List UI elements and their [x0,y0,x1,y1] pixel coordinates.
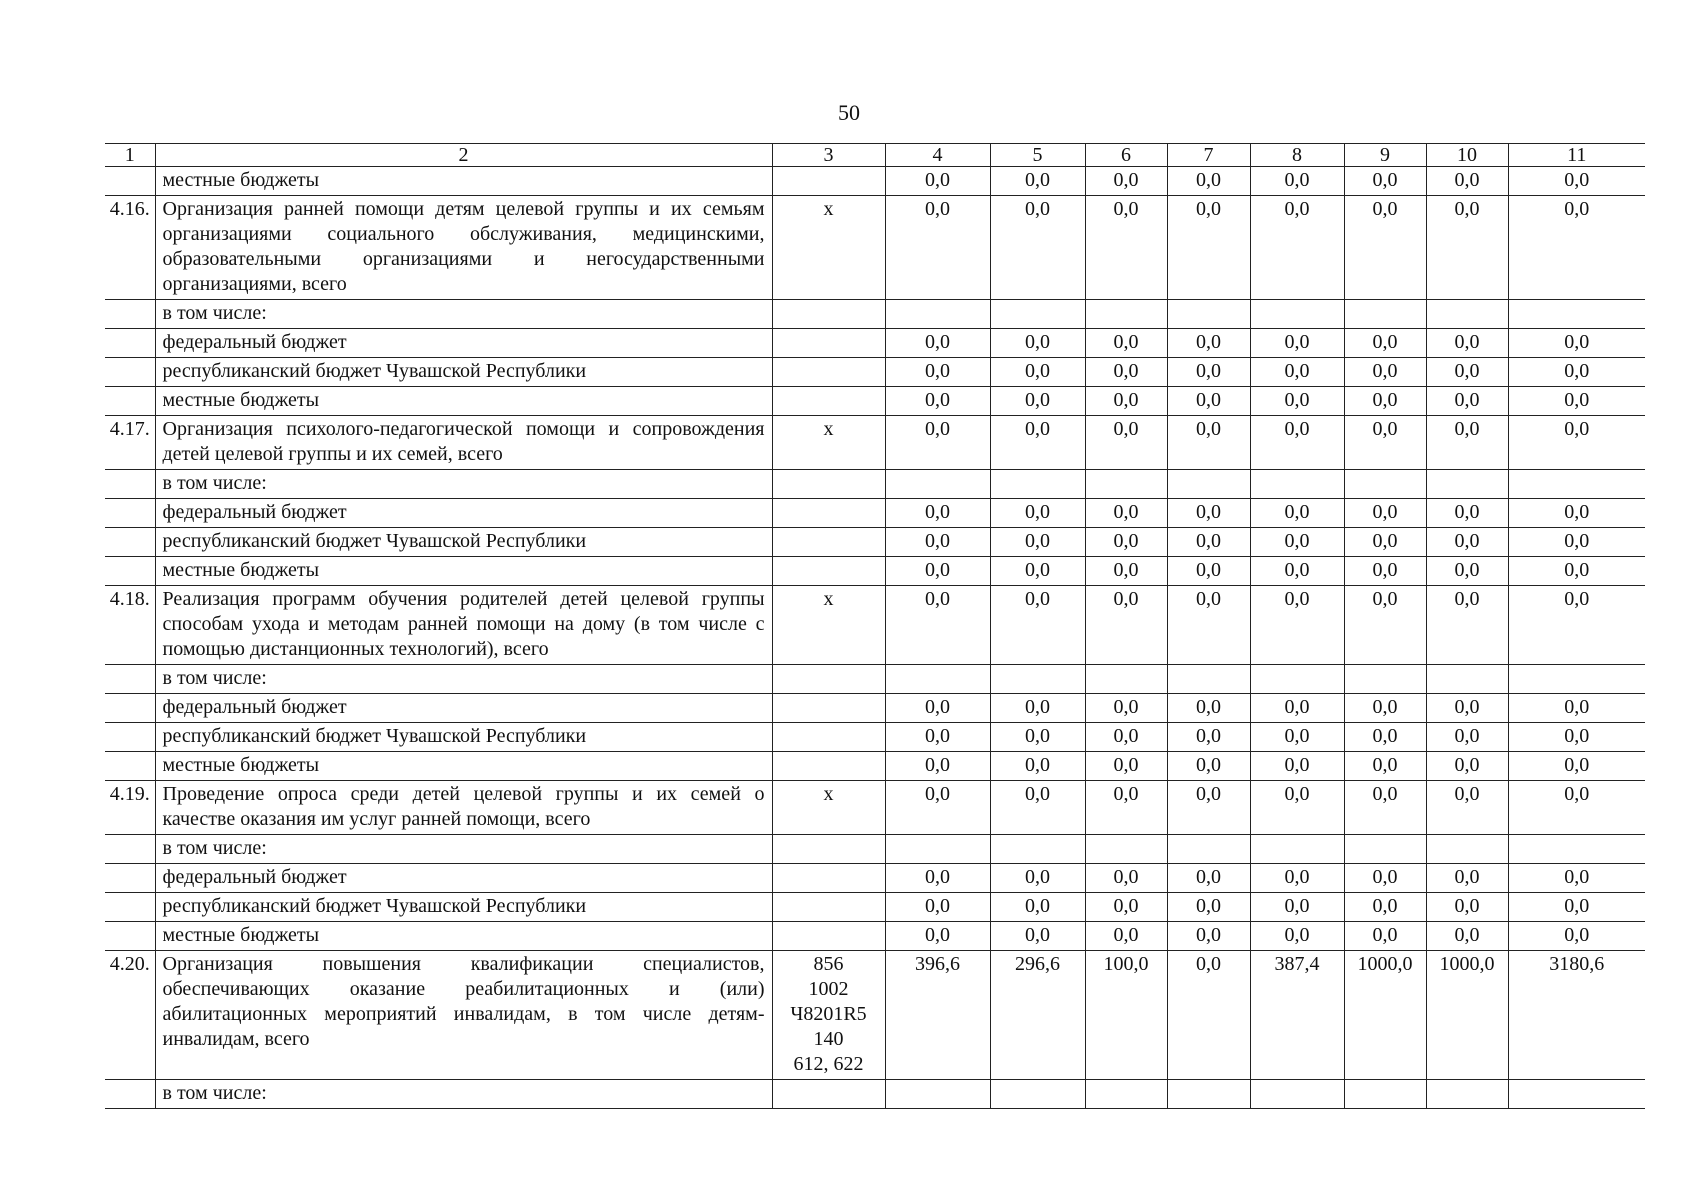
column-header: 7 [1167,144,1250,167]
value-cell-col-9: 0,0 [1344,167,1426,196]
value-cell-col-7 [1167,665,1250,694]
value-cell-col-5 [990,665,1085,694]
value-cell-col-11: 0,0 [1508,196,1645,300]
budget-code [772,752,885,781]
value-cell-col-11 [1508,835,1645,864]
value-cell-col-10: 0,0 [1426,922,1508,951]
row-description: федеральный бюджет [155,499,772,528]
budget-code-line: Ч8201R5 [790,1003,867,1025]
budget-code [772,694,885,723]
value-cell-col-9 [1344,835,1426,864]
column-header: 1 [105,144,155,167]
value-cell-col-5: 0,0 [990,387,1085,416]
value-cell-col-6: 0,0 [1085,528,1167,557]
table-body [105,167,1645,1109]
value-cell-col-7: 0,0 [1167,723,1250,752]
value-cell-col-9 [1344,470,1426,499]
value-cell-col-10: 0,0 [1426,781,1508,835]
value-cell-col-5: 0,0 [990,499,1085,528]
value-cell-col-4: 0,0 [885,528,990,557]
row-number [105,922,155,951]
row-description: федеральный бюджет [155,329,772,358]
budget-code [772,300,885,329]
table-row [105,300,1645,329]
value-cell-col-8: 0,0 [1250,586,1344,665]
value-cell-col-5: 0,0 [990,528,1085,557]
value-cell-col-9: 0,0 [1344,358,1426,387]
value-cell-col-5: 0,0 [990,864,1085,893]
value-cell-col-4: 0,0 [885,557,990,586]
table-row [105,893,1645,922]
value-cell-col-7: 0,0 [1167,387,1250,416]
value-cell-col-9: 0,0 [1344,196,1426,300]
value-cell-col-7: 0,0 [1167,167,1250,196]
row-number [105,893,155,922]
value-cell-col-6: 0,0 [1085,781,1167,835]
value-cell-col-9: 0,0 [1344,416,1426,470]
row-description: республиканский бюджет Чувашской Республики [155,723,772,752]
table-row [105,586,1645,665]
value-cell-col-11: 0,0 [1508,167,1645,196]
row-description: Организация повышения квалификации специалистов, обеспечивающих оказание реабилитационных и (или) абилитационных мероприятий инвалидам, в том числе детям-инвалидам, всего [155,951,772,1080]
value-cell-col-11 [1508,300,1645,329]
budget-code [772,358,885,387]
value-cell-col-7 [1167,835,1250,864]
value-cell-col-10: 0,0 [1426,694,1508,723]
budget-code [772,329,885,358]
column-header: 4 [885,144,990,167]
table-row [105,752,1645,781]
value-cell-col-6: 0,0 [1085,752,1167,781]
budget-code [772,470,885,499]
value-cell-col-6: 0,0 [1085,387,1167,416]
value-cell-col-10 [1426,1080,1508,1109]
row-description: местные бюджеты [155,752,772,781]
value-cell-col-4: 0,0 [885,387,990,416]
value-cell-col-4: 0,0 [885,752,990,781]
value-cell-col-9: 0,0 [1344,864,1426,893]
value-cell-col-11: 0,0 [1508,416,1645,470]
row-number [105,694,155,723]
budget-code [772,1080,885,1109]
value-cell-col-4: 0,0 [885,358,990,387]
value-cell-col-9: 0,0 [1344,752,1426,781]
column-number-header [105,144,1645,167]
value-cell-col-6: 0,0 [1085,557,1167,586]
value-cell-col-4 [885,470,990,499]
table-row [105,470,1645,499]
row-number [105,300,155,329]
value-cell-col-8 [1250,665,1344,694]
value-cell-col-11 [1508,1080,1645,1109]
value-cell-col-10: 0,0 [1426,752,1508,781]
table-row [105,416,1645,470]
budget-code: х [772,781,885,835]
value-cell-col-11 [1508,470,1645,499]
value-cell-col-6 [1085,1080,1167,1109]
value-cell-col-6: 0,0 [1085,196,1167,300]
value-cell-col-5: 0,0 [990,893,1085,922]
value-cell-col-5: 296,6 [990,951,1085,1080]
value-cell-col-4: 0,0 [885,893,990,922]
value-cell-col-5: 0,0 [990,329,1085,358]
value-cell-col-9 [1344,665,1426,694]
value-cell-col-7: 0,0 [1167,528,1250,557]
value-cell-col-4 [885,835,990,864]
table-row [105,665,1645,694]
value-cell-col-9: 0,0 [1344,781,1426,835]
value-cell-col-6 [1085,835,1167,864]
value-cell-col-4: 0,0 [885,694,990,723]
row-number [105,329,155,358]
value-cell-col-8: 0,0 [1250,557,1344,586]
row-number [105,723,155,752]
row-number: 4.18. [105,586,155,665]
value-cell-col-8: 0,0 [1250,723,1344,752]
budget-code: х [772,416,885,470]
table-row [105,835,1645,864]
value-cell-col-11: 0,0 [1508,752,1645,781]
budget-code: х [772,586,885,665]
value-cell-col-11: 0,0 [1508,864,1645,893]
value-cell-col-8: 0,0 [1250,167,1344,196]
row-number: 4.20. [105,951,155,1080]
value-cell-col-5: 0,0 [990,416,1085,470]
value-cell-col-6: 0,0 [1085,864,1167,893]
value-cell-col-10: 0,0 [1426,329,1508,358]
value-cell-col-8: 0,0 [1250,387,1344,416]
value-cell-col-5: 0,0 [990,723,1085,752]
value-cell-col-6 [1085,470,1167,499]
value-cell-col-7: 0,0 [1167,196,1250,300]
value-cell-col-4: 0,0 [885,922,990,951]
value-cell-col-11: 0,0 [1508,723,1645,752]
table-row [105,528,1645,557]
row-description: республиканский бюджет Чувашской Республики [155,358,772,387]
value-cell-col-8: 0,0 [1250,528,1344,557]
value-cell-col-5: 0,0 [990,752,1085,781]
row-description: Организация ранней помощи детям целевой группы и их семьям организациями социального обслуживания, медицинскими, образовательными организациями и негосударственными организациями, всего [155,196,772,300]
value-cell-col-10 [1426,470,1508,499]
value-cell-col-7: 0,0 [1167,557,1250,586]
row-number [105,864,155,893]
row-description: местные бюджеты [155,167,772,196]
value-cell-col-10: 0,0 [1426,416,1508,470]
row-description: Организация психолого-педагогической помощи и сопровождения детей целевой группы и их семей, всего [155,416,772,470]
value-cell-col-8: 0,0 [1250,694,1344,723]
value-cell-col-11: 0,0 [1508,329,1645,358]
value-cell-col-4: 0,0 [885,499,990,528]
budget-code-line: 612, 622 [793,1053,864,1075]
budget-code [772,665,885,694]
value-cell-col-4: 0,0 [885,329,990,358]
value-cell-col-8: 0,0 [1250,196,1344,300]
budget-code [772,387,885,416]
column-header: 9 [1344,144,1426,167]
budget-code [772,528,885,557]
value-cell-col-8: 387,4 [1250,951,1344,1080]
value-cell-col-8: 0,0 [1250,781,1344,835]
value-cell-col-11: 0,0 [1508,528,1645,557]
value-cell-col-8 [1250,835,1344,864]
column-header: 10 [1426,144,1508,167]
value-cell-col-6: 0,0 [1085,586,1167,665]
value-cell-col-11: 0,0 [1508,586,1645,665]
table-row [105,922,1645,951]
row-number: 4.19. [105,781,155,835]
value-cell-col-8: 0,0 [1250,893,1344,922]
row-number [105,528,155,557]
value-cell-col-6: 100,0 [1085,951,1167,1080]
column-header: 11 [1508,144,1645,167]
row-description: местные бюджеты [155,922,772,951]
value-cell-col-8 [1250,1080,1344,1109]
value-cell-col-6: 0,0 [1085,893,1167,922]
value-cell-col-11: 0,0 [1508,922,1645,951]
value-cell-col-6: 0,0 [1085,922,1167,951]
row-number [105,387,155,416]
budget-code [772,951,885,1080]
value-cell-col-7: 0,0 [1167,893,1250,922]
value-cell-col-6: 0,0 [1085,723,1167,752]
value-cell-col-5: 0,0 [990,167,1085,196]
value-cell-col-9: 0,0 [1344,387,1426,416]
table-row [105,196,1645,300]
row-number [105,358,155,387]
table-row [105,557,1645,586]
table-row [105,387,1645,416]
value-cell-col-4: 396,6 [885,951,990,1080]
value-cell-col-9: 0,0 [1344,557,1426,586]
column-header: 6 [1085,144,1167,167]
value-cell-col-5: 0,0 [990,781,1085,835]
value-cell-col-9: 0,0 [1344,329,1426,358]
table-row [105,1080,1645,1109]
row-number [105,557,155,586]
value-cell-col-8: 0,0 [1250,752,1344,781]
value-cell-col-10: 0,0 [1426,167,1508,196]
value-cell-col-10: 0,0 [1426,528,1508,557]
value-cell-col-10: 0,0 [1426,196,1508,300]
row-number: 4.17. [105,416,155,470]
value-cell-col-5: 0,0 [990,358,1085,387]
value-cell-col-7: 0,0 [1167,586,1250,665]
budget-code [772,167,885,196]
row-description: в том числе: [155,470,772,499]
value-cell-col-6: 0,0 [1085,416,1167,470]
value-cell-col-7 [1167,470,1250,499]
value-cell-col-6 [1085,665,1167,694]
budget-code [772,864,885,893]
column-header: 2 [155,144,772,167]
row-number: 4.16. [105,196,155,300]
value-cell-col-7: 0,0 [1167,499,1250,528]
value-cell-col-9 [1344,300,1426,329]
value-cell-col-9: 0,0 [1344,586,1426,665]
budget-code-line: 140 [813,1028,844,1050]
value-cell-col-8: 0,0 [1250,864,1344,893]
table-row [105,864,1645,893]
value-cell-col-5 [990,1080,1085,1109]
row-number [105,752,155,781]
value-cell-col-10: 0,0 [1426,358,1508,387]
value-cell-col-6: 0,0 [1085,329,1167,358]
value-cell-col-8: 0,0 [1250,416,1344,470]
value-cell-col-11: 0,0 [1508,893,1645,922]
value-cell-col-10: 0,0 [1426,723,1508,752]
value-cell-col-6 [1085,300,1167,329]
value-cell-col-7: 0,0 [1167,694,1250,723]
table-row [105,951,1645,1080]
value-cell-col-4: 0,0 [885,781,990,835]
row-description: в том числе: [155,835,772,864]
value-cell-col-5 [990,835,1085,864]
value-cell-col-7 [1167,1080,1250,1109]
value-cell-col-9: 0,0 [1344,723,1426,752]
row-description: федеральный бюджет [155,694,772,723]
table-row [105,499,1645,528]
budget-code [772,893,885,922]
budget-table [105,143,1645,1109]
row-number [105,470,155,499]
row-description: в том числе: [155,300,772,329]
value-cell-col-9: 0,0 [1344,694,1426,723]
value-cell-col-7: 0,0 [1167,752,1250,781]
value-cell-col-9 [1344,1080,1426,1109]
row-description: Реализация программ обучения родителей детей целевой группы способам ухода и методам ранней помощи на дому (в том числе с помощью дистанционных технологий), всего [155,586,772,665]
page-number: 50 [838,100,860,125]
value-cell-col-5: 0,0 [990,922,1085,951]
row-number [105,835,155,864]
table-row [105,167,1645,196]
value-cell-col-10 [1426,665,1508,694]
value-cell-col-7: 0,0 [1167,416,1250,470]
value-cell-col-7: 0,0 [1167,781,1250,835]
value-cell-col-6: 0,0 [1085,358,1167,387]
value-cell-col-7: 0,0 [1167,864,1250,893]
row-description: в том числе: [155,665,772,694]
value-cell-col-11: 0,0 [1508,387,1645,416]
value-cell-col-4: 0,0 [885,196,990,300]
value-cell-col-8: 0,0 [1250,922,1344,951]
row-number [105,167,155,196]
value-cell-col-5: 0,0 [990,694,1085,723]
value-cell-col-11: 0,0 [1508,358,1645,387]
value-cell-col-4: 0,0 [885,167,990,196]
table-row [105,694,1645,723]
column-header: 3 [772,144,885,167]
value-cell-col-8: 0,0 [1250,329,1344,358]
value-cell-col-11: 0,0 [1508,557,1645,586]
value-cell-col-11: 0,0 [1508,781,1645,835]
budget-code [772,723,885,752]
row-number [105,665,155,694]
value-cell-col-6: 0,0 [1085,499,1167,528]
row-description: местные бюджеты [155,387,772,416]
value-cell-col-11 [1508,665,1645,694]
row-description: в том числе: [155,1080,772,1109]
budget-code-line: 856 [813,953,844,975]
value-cell-col-5: 0,0 [990,557,1085,586]
value-cell-col-11: 3180,6 [1508,951,1645,1080]
table-row [105,781,1645,835]
value-cell-col-5 [990,470,1085,499]
row-description: республиканский бюджет Чувашской Республики [155,528,772,557]
value-cell-col-10: 0,0 [1426,893,1508,922]
budget-code: х [772,196,885,300]
value-cell-col-10: 0,0 [1426,499,1508,528]
row-description: республиканский бюджет Чувашской Республики [155,893,772,922]
row-description: федеральный бюджет [155,864,772,893]
value-cell-col-7: 0,0 [1167,358,1250,387]
value-cell-col-10: 1000,0 [1426,951,1508,1080]
value-cell-col-7 [1167,300,1250,329]
value-cell-col-9: 0,0 [1344,528,1426,557]
value-cell-col-10: 0,0 [1426,864,1508,893]
value-cell-col-6: 0,0 [1085,167,1167,196]
budget-code-line: 1002 [808,978,849,1000]
value-cell-col-7: 0,0 [1167,951,1250,1080]
value-cell-col-9: 0,0 [1344,499,1426,528]
value-cell-col-10: 0,0 [1426,387,1508,416]
row-number [105,1080,155,1109]
value-cell-col-5: 0,0 [990,586,1085,665]
table-row [105,723,1645,752]
value-cell-col-4: 0,0 [885,723,990,752]
column-header: 8 [1250,144,1344,167]
value-cell-col-7: 0,0 [1167,922,1250,951]
column-header: 5 [990,144,1085,167]
row-description: местные бюджеты [155,557,772,586]
value-cell-col-4 [885,300,990,329]
value-cell-col-4: 0,0 [885,586,990,665]
budget-code [772,557,885,586]
budget-code [772,835,885,864]
value-cell-col-8 [1250,470,1344,499]
value-cell-col-8: 0,0 [1250,358,1344,387]
value-cell-col-10: 0,0 [1426,586,1508,665]
value-cell-col-9: 1000,0 [1344,951,1426,1080]
budget-code [772,499,885,528]
value-cell-col-6: 0,0 [1085,694,1167,723]
value-cell-col-4 [885,665,990,694]
value-cell-col-9: 0,0 [1344,893,1426,922]
row-description: Проведение опроса среди детей целевой группы и их семей о качестве оказания им услуг ранней помощи, всего [155,781,772,835]
value-cell-col-4: 0,0 [885,864,990,893]
value-cell-col-9: 0,0 [1344,922,1426,951]
value-cell-col-5: 0,0 [990,196,1085,300]
table-row [105,358,1645,387]
value-cell-col-7: 0,0 [1167,329,1250,358]
value-cell-col-11: 0,0 [1508,694,1645,723]
value-cell-col-10 [1426,835,1508,864]
value-cell-col-4 [885,1080,990,1109]
value-cell-col-4: 0,0 [885,416,990,470]
value-cell-col-11: 0,0 [1508,499,1645,528]
value-cell-col-5 [990,300,1085,329]
row-number [105,499,155,528]
value-cell-col-10 [1426,300,1508,329]
value-cell-col-10: 0,0 [1426,557,1508,586]
value-cell-col-8: 0,0 [1250,499,1344,528]
table-row [105,329,1645,358]
value-cell-col-8 [1250,300,1344,329]
budget-code [772,922,885,951]
